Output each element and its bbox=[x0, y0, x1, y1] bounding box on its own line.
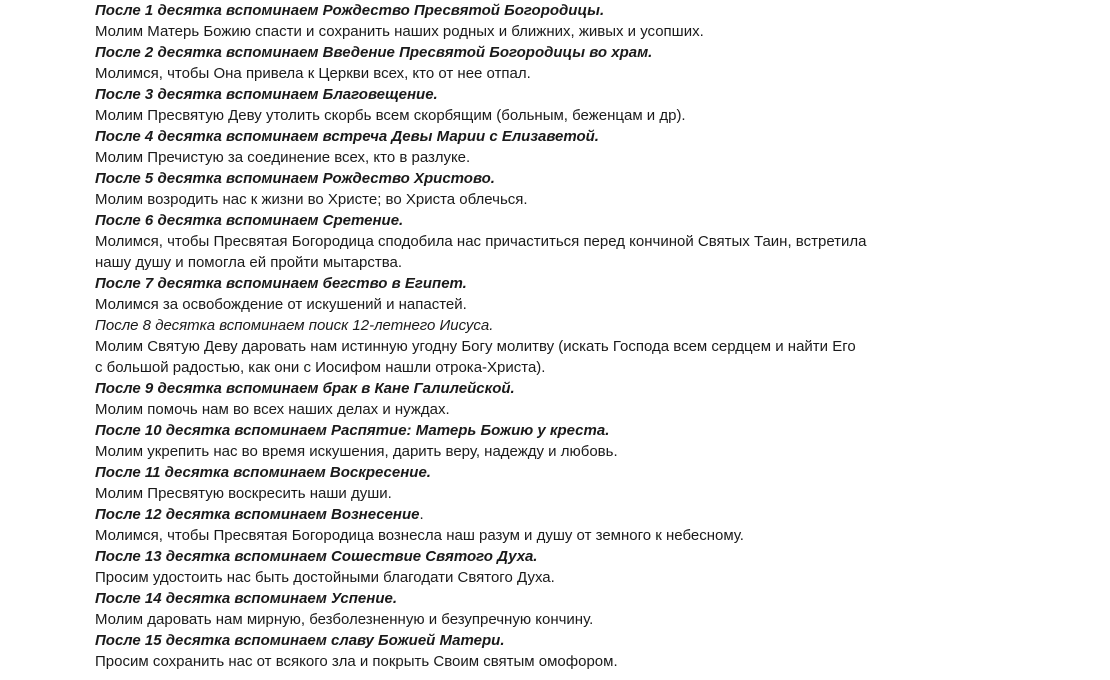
heading-13: После 13 десятка вспоминаем Сошествие Святого Духа. bbox=[95, 548, 538, 565]
heading-3: После 3 десятка вспоминаем Благовещение. bbox=[95, 86, 438, 103]
heading-10: После 10 десятка вспоминаем Распятие: Матерь Божию у креста. bbox=[95, 422, 610, 439]
prayer-14: Молим даровать нам мирную, безболезненную и безупречную кончину. bbox=[95, 611, 594, 628]
prayer-6-line-2: нашу душу и помогла ей пройти мытарства. bbox=[95, 254, 403, 271]
heading-8: После 8 десятка вспоминаем поиск 12-летнего Иисуса. bbox=[95, 317, 494, 334]
prayer-7: Молимся за освобождение от искушений и напастей. bbox=[95, 296, 467, 313]
prayer-9: Молим помочь нам во всех наших делах и нуждах. bbox=[95, 401, 450, 418]
heading-14: После 14 десятка вспоминаем Успение. bbox=[95, 590, 398, 607]
heading-6: После 6 десятка вспоминаем Сретение. bbox=[95, 212, 404, 229]
prayer-5: Молим возродить нас к жизни во Христе; во Христа облечься. bbox=[95, 191, 528, 208]
prayer-2: Молимся, чтобы Она привела к Церкви всех, кто от нее отпал. bbox=[95, 65, 531, 82]
prayer-12: Молимся, чтобы Пресвятая Богородица вознесла наш разум и душу от земного к небесному. bbox=[95, 527, 744, 544]
heading-9: После 9 десятка вспоминаем брак в Кане Галилейской. bbox=[95, 380, 515, 397]
prayer-13: Просим удостоить нас быть достойными благодати Святого Духа. bbox=[95, 569, 555, 586]
prayer-15: Просим сохранить нас от всякого зла и покрыть Своим святым омофором. bbox=[95, 653, 618, 670]
heading-7: После 7 десятка вспоминаем бегство в Египет. bbox=[95, 275, 467, 292]
prayer-8-line-1: Молим Святую Деву даровать нам истинную угодну Богу молитву (искать Господа всем сердцем и найти Его bbox=[95, 338, 856, 355]
heading-12: После 12 десятка вспоминаем Вознесение bbox=[95, 506, 420, 523]
heading-11: После 11 десятка вспоминаем Воскресение. bbox=[95, 464, 431, 481]
prayer-10: Молим укрепить нас во время искушения, дарить веру, надежду и любовь. bbox=[95, 443, 618, 460]
heading-2: После 2 десятка вспоминаем Введение Пресвятой Богородицы во храм. bbox=[95, 44, 653, 61]
rosary-text bbox=[95, 0, 955, 672]
heading-4: После 4 десятка вспоминаем встреча Девы Марии с Елизаветой. bbox=[95, 128, 599, 145]
heading-12-row bbox=[95, 504, 955, 525]
heading-5: После 5 десятка вспоминаем Рождество Христово. bbox=[95, 170, 495, 187]
prayer-4: Молим Пречистую за соединение всех, кто в разлуке. bbox=[95, 149, 471, 166]
prayer-8-line-2: с большой радостью, как они с Иосифом нашли отрока-Христа). bbox=[95, 359, 546, 376]
heading-12-period: . bbox=[419, 506, 424, 523]
prayer-6-line-1: Молимся, чтобы Пресвятая Богородица сподобила нас причаститься перед кончиной Святых Таин, встретила bbox=[95, 233, 867, 250]
heading-1: После 1 десятка вспоминаем Рождество Пресвятой Богородицы. bbox=[95, 2, 605, 19]
prayer-11: Молим Пресвятую воскресить наши души. bbox=[95, 485, 392, 502]
heading-15: После 15 десятка вспоминаем славу Божией Матери. bbox=[95, 632, 505, 649]
prayer-3: Молим Пресвятую Деву утолить скорбь всем скорбящим (больным, беженцам и др). bbox=[95, 107, 686, 124]
prayer-1: Молим Матерь Божию спасти и сохранить наших родных и ближних, живых и усопших. bbox=[95, 23, 704, 40]
